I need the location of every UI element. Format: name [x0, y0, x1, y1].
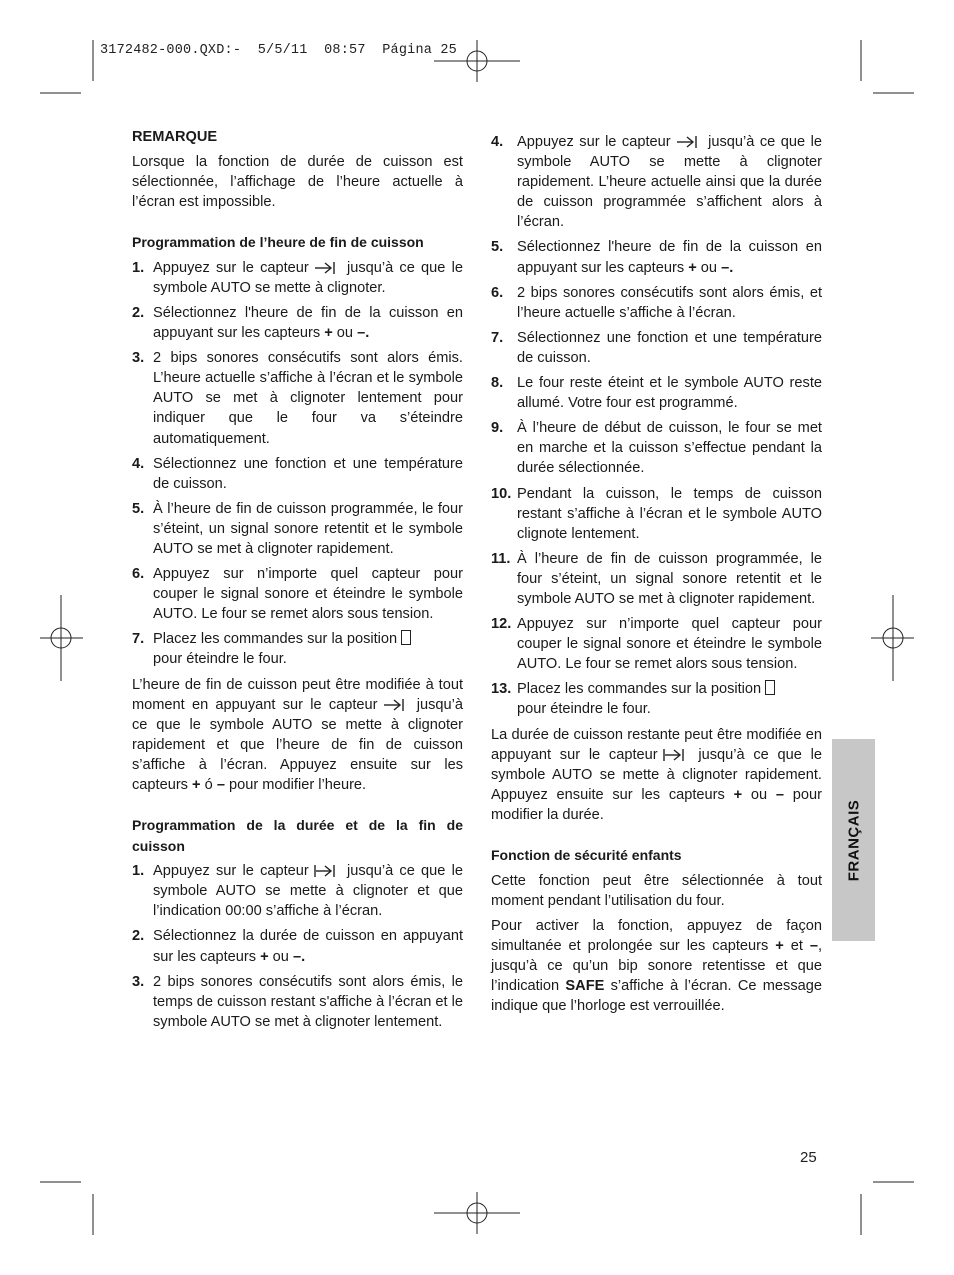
- step-number: 1.: [132, 259, 145, 276]
- list-item: [132, 499, 463, 559]
- arrow-to-bar-icon: [675, 135, 699, 149]
- list-item: [132, 564, 463, 624]
- step-text: À l’heure de fin de cuisson programmée, le four s’éteint, un signal sonore retentit et le symbole AUTO se met à clignoter rapidement.: [517, 550, 822, 607]
- end-time-note: [132, 675, 463, 796]
- plus-symbol: +: [192, 777, 201, 794]
- step-text: ou: [700, 259, 718, 276]
- list-item: [491, 237, 822, 277]
- step-number: 1.: [132, 863, 145, 880]
- step-number: 12.: [491, 616, 512, 633]
- step-number: 11.: [491, 550, 511, 567]
- step-number: 2.: [132, 928, 145, 945]
- registration-mark-top: [434, 40, 520, 82]
- remark-title: REMARQUE: [132, 129, 218, 145]
- instructions-text: s’affiche à l’écran. Ce message indique que l’horloge est verrouillée.: [491, 977, 822, 1015]
- child-lock-instructions: [491, 916, 822, 1016]
- note-text: ou: [750, 786, 768, 803]
- rectangle-off-icon: [401, 630, 411, 645]
- list-item: [132, 454, 463, 494]
- step-text: Le four reste éteint et le symbole AUTO reste allumé. Votre four est programmé.: [517, 375, 822, 412]
- step-text: Sélectionnez une fonction et une température de cuisson.: [517, 329, 822, 366]
- step-number: 6.: [132, 566, 145, 583]
- registration-mark-right: [871, 595, 914, 681]
- step-text: pour éteindre le four.: [517, 701, 651, 718]
- list-item: [132, 861, 463, 921]
- note-text: pour modifier la durée.: [491, 786, 822, 823]
- step-number: 7.: [132, 631, 145, 648]
- section-duration-title: Programmation de la durée et de la fin de cuisson: [132, 817, 463, 854]
- file-header: 3172482-000.QXD:- 5/5/11 08:57 Página 25: [100, 43, 457, 58]
- minus-symbol: –.: [292, 948, 306, 965]
- minus-symbol: –: [809, 937, 818, 954]
- step-number: 8.: [491, 375, 504, 392]
- step-text: Appuyez sur n’importe quel capteur pour couper le signal sonore et éteindre le symbole AUTO. Le four se remet alors sous tension.: [517, 616, 822, 673]
- step-text: Appuyez sur le capteur: [153, 863, 309, 880]
- step-text: jusqu’à ce que le symbole AUTO se mette à clignoter.: [153, 259, 463, 296]
- step-text: jusqu’à ce que le symbole AUTO se mette à clignoter rapidement. L’heure actuelle ainsi que la durée de cuisson programmée s’affichent alors à l’écran.: [517, 134, 822, 231]
- list-item: [491, 132, 822, 232]
- plus-symbol: +: [260, 948, 269, 965]
- note-text: L’heure de fin de cuisson peut être modifiée à tout moment en appuyant sur le capteur: [132, 676, 463, 713]
- list-item: [491, 549, 822, 609]
- bar-arrow-bar-icon: [313, 864, 337, 878]
- plus-symbol: +: [324, 325, 333, 342]
- plus-symbol: +: [775, 937, 784, 954]
- list-item: [491, 679, 822, 719]
- note-text: ó: [204, 777, 213, 794]
- rectangle-off-icon: [765, 680, 775, 695]
- minus-symbol: –.: [357, 325, 370, 342]
- language-tab-label: FRANÇAIS: [845, 799, 862, 881]
- duration-steps: [132, 861, 463, 1032]
- end-time-steps: [132, 258, 463, 670]
- list-item: [132, 303, 463, 343]
- step-text: Appuyez sur le capteur: [153, 259, 309, 276]
- plus-symbol: +: [733, 786, 743, 803]
- step-text: Sélectionnez l'heure de fin de la cuisson en appuyant sur les capteurs: [153, 304, 463, 342]
- page-number: 25: [800, 1149, 817, 1166]
- step-text: Placez les commandes sur la position: [517, 681, 762, 698]
- list-item: [491, 614, 822, 674]
- step-text: 2 bips sonores consécutifs sont alors émis, et l’heure actuelle s’affiche à l’écran.: [517, 284, 822, 321]
- step-number: 13.: [491, 681, 512, 698]
- step-text: Appuyez sur n’importe quel capteur pour couper le signal sonore et éteindre le symbole AUTO. Le four se remet alors sous tension.: [153, 566, 463, 623]
- step-number: 5.: [132, 500, 145, 517]
- list-item: [491, 328, 822, 368]
- left-column: [132, 127, 463, 1032]
- safe-indicator-text: SAFE: [565, 977, 605, 994]
- list-item: [132, 348, 463, 448]
- list-item: [132, 972, 463, 1032]
- instructions-text: et: [790, 937, 803, 954]
- plus-symbol: +: [688, 259, 697, 276]
- right-column: [491, 132, 822, 1016]
- minus-symbol: –: [216, 777, 225, 794]
- note-text: jusqu’à ce que le symbole AUTO se mette à clignoter rapidement et que l’heure de fin de cuisson s’affiche à l’écran. Appuyez ensuite sur les capteurs: [132, 696, 463, 794]
- step-text: ou: [272, 948, 289, 965]
- arrow-to-bar-icon: [382, 698, 406, 712]
- step-number: 2.: [132, 304, 145, 321]
- list-item: [132, 926, 463, 966]
- step-number: 9.: [491, 420, 504, 437]
- step-text: pour éteindre le four.: [153, 651, 287, 668]
- step-text: Sélectionnez la durée de cuisson en appuyant sur les capteurs: [153, 928, 463, 965]
- list-item: [132, 258, 463, 298]
- step-number: 3.: [132, 973, 145, 990]
- step-text: 2 bips sonores consécutifs sont alors émis, le temps de cuisson restant s'affiche à l’écran et le symbole AUTO se met à clignoter lentement.: [153, 973, 463, 1030]
- instructions-text: Pour activer la fonction, appuyez de façon simultanée et prolongée sur les capteurs: [491, 917, 822, 954]
- registration-mark-left: [40, 595, 83, 681]
- step-text: Pendant la cuisson, le temps de cuisson restant s’affiche à l’écran et le symbole AUTO clignote lentement.: [517, 485, 822, 542]
- bar-arrow-bar-icon: [662, 748, 686, 762]
- list-item: [491, 373, 822, 413]
- step-text: Sélectionnez l'heure de fin de la cuisson en appuyant sur les capteurs: [517, 239, 822, 276]
- list-item: [491, 418, 822, 478]
- step-text: jusqu’à ce que le symbole AUTO se mette à clignoter et que l’indication 00:00 s’affiche à l’écran.: [153, 863, 463, 920]
- minus-symbol: –: [775, 786, 784, 803]
- language-tab: [832, 739, 875, 941]
- step-number: 3.: [132, 350, 145, 367]
- step-number: 10.: [491, 485, 512, 502]
- note-text: La durée de cuisson restante peut être modifiée en appuyant sur le capteur: [491, 726, 822, 763]
- list-item: [491, 283, 822, 323]
- arrow-to-bar-icon: [313, 261, 337, 275]
- minus-symbol: –.: [721, 259, 734, 276]
- remark-text: Lorsque la fonction de durée de cuisson est sélectionnée, l’affichage de l’heure actuelle à l’écran est impossible.: [132, 154, 463, 211]
- step-number: 4.: [132, 455, 145, 472]
- child-lock-text: Cette fonction peut être sélectionnée à tout moment pendant l’utilisation du four.: [491, 872, 822, 909]
- step-text: Sélectionnez une fonction et une température de cuisson.: [153, 455, 463, 492]
- list-item: [491, 484, 822, 544]
- step-text: À l’heure de fin de cuisson programmée, le four s’éteint, un signal sonore retentit et le symbole AUTO se met à clignoter rapidement.: [153, 500, 463, 557]
- note-text: jusqu’à ce que le symbole AUTO se mette à clignoter rapidement. Appuyez ensuite sur les capteurs: [491, 746, 822, 803]
- step-text: À l’heure de début de cuisson, le four se met en marche et la cuisson s’effectue pendant la durée sélectionnée.: [517, 420, 822, 477]
- step-number: 5.: [491, 239, 504, 256]
- duration-steps-continued: [491, 132, 822, 720]
- section-end-time-title: Programmation de l’heure de fin de cuisson: [132, 234, 424, 251]
- note-text: pour modifier l’heure.: [229, 777, 367, 794]
- step-number: 6.: [491, 284, 504, 301]
- step-number: 7.: [491, 329, 504, 346]
- child-lock-title: Fonction de sécurité enfants: [491, 847, 682, 863]
- step-text: 2 bips sonores consécutifs sont alors émis. L’heure actuelle s’affiche à l’écran et le symbole AUTO se met à clignoter lentement pour indiquer que le four va s’éteindre automatiquement.: [153, 350, 463, 447]
- registration-mark-bottom: [434, 1192, 520, 1234]
- step-text: Placez les commandes sur la position: [153, 631, 398, 648]
- step-text: Appuyez sur le capteur: [517, 134, 671, 150]
- step-number: 4.: [491, 134, 504, 150]
- instructions-text: , jusqu’à ce qu’un bip sonore retentisse et que l’indication: [491, 937, 823, 994]
- duration-note: [491, 725, 822, 825]
- list-item: [132, 629, 463, 669]
- step-text: ou: [336, 325, 354, 342]
